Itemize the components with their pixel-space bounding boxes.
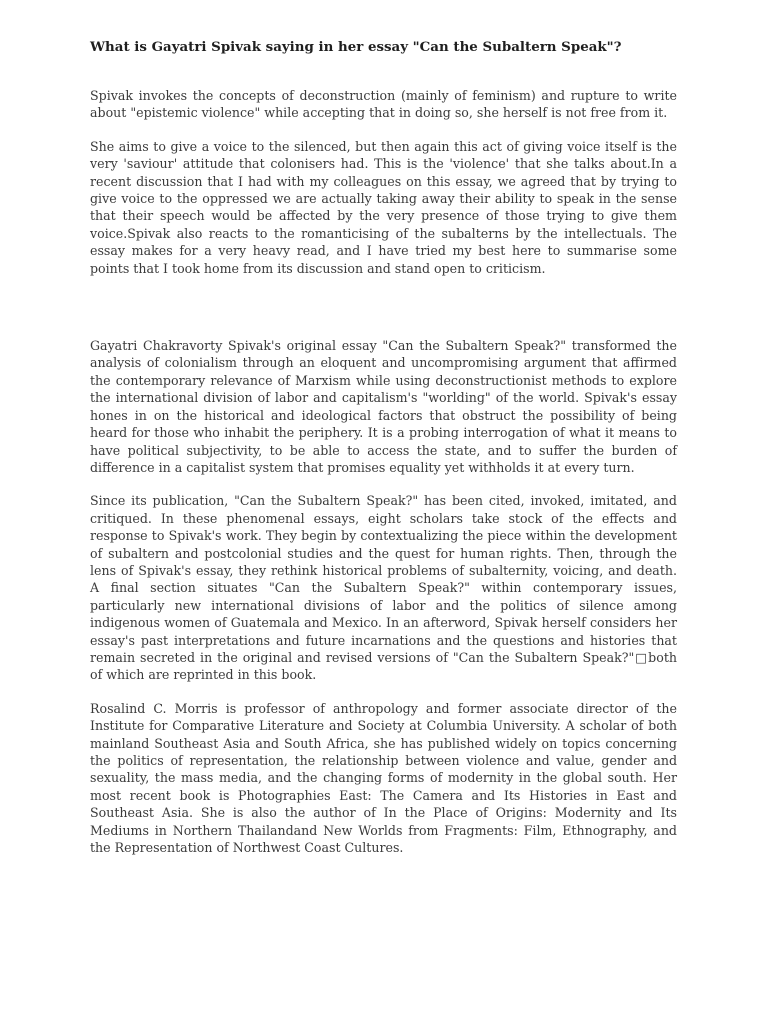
paragraph-intro: Spivak invokes the concepts of deconstruction (mainly of feminism) and rupture to write about "epistemic violence" while accepting that in doing so, she herself is not free from it.: [90, 88, 677, 121]
paragraph-publication: Since its publication, "Can the Subaltern Speak?" has been cited, invoked, imitated, and critiqued. In these phenomenal essays, eight scholars take stock of the effects and response to Spivak's work. They begin by contextualizing the piece within the development of subaltern and postcolonial studies and the quest for human rights. Then, through the lens of Spivak's essay, they rethink historical problems of subalternity, voicing, and death. A final section situates "Can the Subaltern Speak?" within contemporary issues, particularly new international divisions of labor and the politics of silence among indigenous women of Guatemala and Mexico. In an afterword, Spivak herself considers her essay's past interpretations and future incarnations and the questions and histories that remain secreted in the original and revised versions of "Can the Subaltern Speak?"□both of which are reprinted in this book.: [90, 493, 677, 683]
document-page: [90, 38, 677, 872]
document-title: What is Gayatri Spivak saying in her essay "Can the Subaltern Speak"?: [90, 39, 622, 55]
paragraph-original-essay: Gayatri Chakravorty Spivak's original essay "Can the Subaltern Speak?" transformed the analysis of colonialism through an eloquent and uncompromising argument that affirmed the contemporary relevance of Marxism while using deconstructionist methods to explore the international division of labor and capitalism's "worlding" of the world. Spivak's essay hones in on the historical and ideological factors that obstruct the possibility of being heard for those who inhabit the periphery. It is a probing interrogation of what it means to have political subjectivity, to be able to access the state, and to suffer the burden of difference in a capitalist system that promises equality yet withholds it at every turn.: [90, 338, 677, 475]
paragraph-author-bio: Rosalind C. Morris is professor of anthropology and former associate director of the Institute for Comparative Literature and Society at Columbia University. A scholar of both mainland Southeast Asia and South Africa, she has published widely on topics concerning the politics of representation, the relationship between violence and value, gender and sexuality, the mass media, and the changing forms of modernity in the global south. Her most recent book is Photographies East: The Camera and Its Histories in East and Southeast Asia. She is also the author of In the Place of Origins: Modernity and Its Mediums in Northern Thailandand New Worlds from Fragments: Film, Ethnography, and the Representation of Northwest Coast Cultures.: [90, 700, 677, 856]
section-spacer: [90, 293, 677, 337]
paragraph-voice: She aims to give a voice to the silenced, but then again this act of giving voice itself is the very 'saviour' attitude that colonisers had. This is the 'violence' that she talks about.In a recent discussion that I had with my colleagues on this essay, we agreed that by trying to give voice to the oppressed we are actually taking away their ability to speak in the sense that their speech would be affected by the very presence of those trying to give them voice.Spivak also reacts to the romanticising of the subalterns by the intellectuals. The essay makes for a very heavy read, and I have tried my best here to summarise some points that I took home from its discussion and stand open to criticism.: [90, 138, 677, 276]
